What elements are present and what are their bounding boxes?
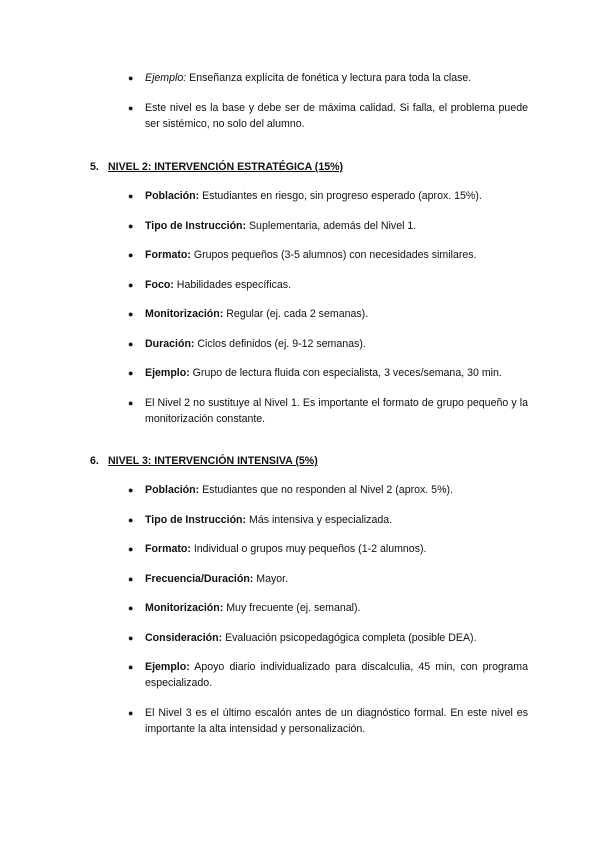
intro-bullet-list [128, 70, 528, 145]
bullet-icon: ● [128, 220, 134, 231]
item-text: El Nivel 2 no sustituye al Nivel 1. Es importante el formato de grupo pequeño y la monitorización constante. [145, 396, 528, 425]
bullet-icon: ● [128, 191, 134, 201]
list-item [128, 512, 528, 528]
bullet-icon: ● [128, 279, 134, 290]
item-text: Suplementaria, además del Nivel 1. [246, 219, 417, 232]
item-text: Grupo de lectura fluida con especialista, 3 veces/semana, 30 min. [189, 367, 502, 379]
section-number: 5. [90, 161, 99, 173]
list-item [128, 70, 528, 86]
list-item [128, 218, 528, 234]
item-label: Tipo de Instrucción: [145, 219, 247, 232]
bullet-icon: ● [128, 73, 134, 83]
list-item [128, 100, 528, 132]
bullet-icon: ● [128, 632, 134, 643]
bullet-icon: ● [128, 514, 134, 525]
item-text: Estudiantes que no responden al Nivel 2 (aprox. 5%). [199, 484, 453, 496]
item-label: Ejemplo: [145, 72, 187, 84]
list-item [128, 247, 528, 263]
list-item [128, 365, 528, 381]
section-title: NIVEL 2: INTERVENCIÓN ESTRATÉGICA (15%) [108, 161, 344, 173]
item-text: Este nivel es la base y debe ser de máxima calidad. Si falla, el problema puede ser sistémico, no solo del alumno. [145, 101, 528, 130]
bullet-icon: ● [128, 397, 134, 408]
list-item [128, 336, 528, 352]
list-item [128, 630, 528, 646]
bullet-icon: ● [128, 662, 134, 672]
list-item [128, 306, 528, 322]
item-label: Foco: [145, 278, 174, 291]
item-label: Formato: [145, 543, 191, 555]
item-text: Estudiantes en riesgo, sin progreso esperado (aprox. 15%). [199, 190, 482, 202]
list-item [128, 482, 528, 498]
list-item [128, 277, 528, 293]
bullet-icon: ● [128, 603, 134, 613]
list-item [128, 188, 528, 204]
item-text: Individual o grupos muy pequeños (1-2 alumnos). [190, 543, 427, 555]
item-text: Habilidades específicas. [173, 278, 292, 291]
item-text: Grupos pequeños (3-5 alumnos) con necesidades similares. [190, 249, 477, 261]
item-text: Evaluación psicopedagógica completa (posible DEA). [222, 631, 477, 644]
list-item [128, 659, 528, 691]
item-label: Ejemplo: [145, 661, 190, 673]
item-label: Consideración: [145, 631, 223, 644]
section-5-heading [90, 159, 530, 175]
item-text: Más intensiva y especializada. [246, 513, 393, 526]
item-label: Formato: [145, 249, 191, 261]
bullet-icon: ● [128, 309, 134, 319]
item-text: Enseñanza explícita de fonética y lectura para toda la clase. [186, 72, 472, 84]
section-title: NIVEL 3: INTERVENCIÓN INTENSIVA (5%) [108, 455, 318, 467]
bullet-icon: ● [128, 573, 134, 584]
bullet-icon: ● [128, 707, 134, 718]
item-text: Regular (ej. cada 2 semanas). [223, 308, 369, 320]
item-text: Ciclos definidos (ej. 9-12 semanas). [194, 337, 366, 350]
item-label: Población: [145, 484, 200, 496]
bullet-icon: ● [128, 544, 134, 554]
list-item [128, 705, 528, 737]
item-text: El Nivel 3 es el último escalón antes de un diagnóstico formal. En este nivel es importante la alta intensidad y personalización. [145, 706, 528, 735]
item-text: Muy frecuente (ej. semanal). [223, 602, 361, 614]
item-label: Monitorización: [145, 602, 224, 614]
section-6-bullet-list [128, 482, 528, 750]
bullet-icon: ● [128, 250, 134, 260]
list-item [128, 571, 528, 587]
list-item [128, 541, 528, 557]
section-number: 6. [90, 455, 99, 467]
item-label: Frecuencia/Duración: [145, 572, 254, 585]
item-label: Ejemplo: [145, 367, 190, 379]
item-label: Duración: [145, 337, 195, 350]
section-6-heading [90, 453, 530, 469]
item-text: Mayor. [253, 572, 289, 585]
list-item [128, 600, 528, 616]
bullet-icon: ● [128, 368, 134, 378]
item-text: Apoyo diario individualizado para discalculia, 45 min, con programa especializado. [145, 661, 528, 689]
bullet-icon: ● [128, 338, 134, 349]
bullet-icon: ● [128, 485, 134, 495]
list-item [128, 395, 528, 427]
item-label: Monitorización: [145, 308, 224, 320]
bullet-icon: ● [128, 102, 134, 113]
item-label: Tipo de Instrucción: [145, 513, 247, 526]
item-label: Población: [145, 190, 200, 202]
section-5-bullet-list [128, 188, 528, 440]
